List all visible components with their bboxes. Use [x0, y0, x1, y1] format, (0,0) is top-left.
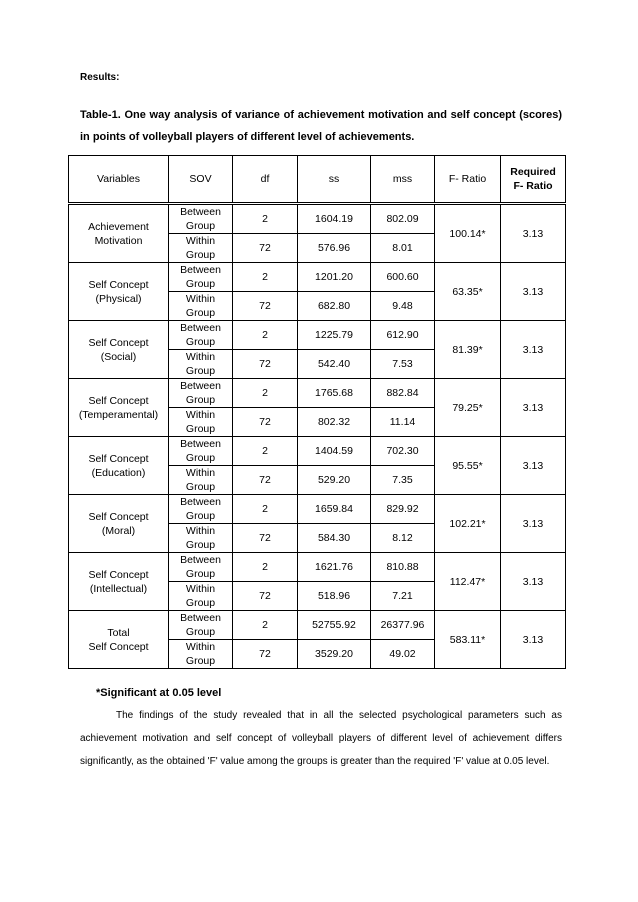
ss-cell: 529.20 — [298, 466, 371, 495]
mss-cell: 829.92 — [371, 495, 435, 524]
table-caption: Table-1. One way analysis of variance of achievement motivation and self concept (scores) in points of volleyball players of different level of achievements. — [80, 109, 562, 143]
sov-line2: Group — [185, 220, 216, 232]
findings-text: The findings of the study revealed that in all the selected psychological parameters such as achievement motivation and self concept of volleyball players of different level of achievement differs significantly, as the obtained 'F' value among the groups is greater than the required 'F' value at 0.05 level. — [80, 710, 562, 767]
sov-cell — [169, 350, 233, 379]
sov-cell — [169, 437, 233, 466]
ss-cell: 584.30 — [298, 524, 371, 553]
header-mss: mss — [371, 156, 435, 204]
ss-cell: 1225.79 — [298, 321, 371, 350]
variable-cell — [69, 263, 169, 321]
sov-line2: Group — [185, 307, 216, 319]
ss-cell: 1621.76 — [298, 553, 371, 582]
sov-line2: Group — [185, 278, 216, 290]
f-ratio-cell: 95.55* — [435, 437, 501, 495]
ss-cell: 802.32 — [298, 408, 371, 437]
variable-cell — [69, 204, 169, 263]
sov-cell — [169, 524, 233, 553]
df-cell: 2 — [233, 553, 298, 582]
required-f-ratio-cell: 3.13 — [501, 204, 566, 263]
df-cell: 2 — [233, 204, 298, 234]
variable-line2: (Social) — [100, 350, 137, 363]
df-cell: 2 — [233, 379, 298, 408]
ss-cell: 518.96 — [298, 582, 371, 611]
sov-line1: Within — [185, 467, 216, 479]
sov-line2: Group — [185, 249, 216, 261]
mss-cell: 600.60 — [371, 263, 435, 292]
sov-line1: Between — [180, 380, 221, 392]
mss-cell: 612.90 — [371, 321, 435, 350]
sov-cell — [169, 495, 233, 524]
table-row-between — [69, 553, 566, 582]
sov-line1: Between — [180, 438, 221, 450]
df-cell: 2 — [233, 611, 298, 640]
f-ratio-cell: 79.25* — [435, 379, 501, 437]
variable-line2: (Intellectual) — [89, 582, 148, 595]
variable-line1: Self Concept — [88, 510, 149, 523]
variable-line1: Achievement — [88, 220, 149, 233]
df-cell: 72 — [233, 466, 298, 495]
df-cell: 2 — [233, 437, 298, 466]
sov-cell — [169, 321, 233, 350]
required-f-ratio-cell: 3.13 — [501, 437, 566, 495]
sov-cell — [169, 408, 233, 437]
header-ss: ss — [298, 156, 371, 204]
df-cell: 72 — [233, 524, 298, 553]
sov-line2: Group — [185, 481, 216, 493]
sov-cell — [169, 263, 233, 292]
sov-cell — [169, 582, 233, 611]
variable-line2: Self Concept — [88, 640, 149, 653]
mss-cell: 882.84 — [371, 379, 435, 408]
header-sov: SOV — [169, 156, 233, 204]
sov-line1: Between — [180, 264, 221, 276]
variable-line2: (Education) — [91, 466, 146, 479]
variable-line1: Self Concept — [88, 452, 149, 465]
header-f-ratio: F- Ratio — [435, 156, 501, 204]
sov-line1: Within — [185, 351, 216, 363]
df-cell: 2 — [233, 263, 298, 292]
mss-cell: 8.01 — [371, 234, 435, 263]
variable-line1: Self Concept — [88, 336, 149, 349]
results-heading: Results: — [80, 72, 120, 83]
ss-cell: 1765.68 — [298, 379, 371, 408]
table-row-between — [69, 321, 566, 350]
ss-cell: 542.40 — [298, 350, 371, 379]
variable-cell — [69, 379, 169, 437]
header-required-f-ratio — [501, 156, 566, 204]
anova-table — [68, 155, 566, 669]
sov-line1: Between — [180, 206, 221, 218]
sov-line2: Group — [185, 568, 216, 580]
sov-cell — [169, 204, 233, 234]
required-f-ratio-cell: 3.13 — [501, 495, 566, 553]
variable-line1: Self Concept — [88, 394, 149, 407]
mss-cell: 49.02 — [371, 640, 435, 669]
sov-line1: Between — [180, 496, 221, 508]
f-ratio-cell: 112.47* — [435, 553, 501, 611]
required-f-ratio-cell: 3.13 — [501, 379, 566, 437]
df-cell: 72 — [233, 234, 298, 263]
f-ratio-cell: 63.35* — [435, 263, 501, 321]
variable-cell — [69, 495, 169, 553]
sov-line1: Between — [180, 612, 221, 624]
sov-line2: Group — [185, 336, 216, 348]
df-cell: 72 — [233, 350, 298, 379]
mss-cell: 11.14 — [371, 408, 435, 437]
sov-line2: Group — [185, 626, 216, 638]
sov-line1: Between — [180, 554, 221, 566]
table-row-between — [69, 204, 566, 234]
variable-cell — [69, 437, 169, 495]
sov-line1: Within — [185, 235, 216, 247]
mss-cell: 802.09 — [371, 204, 435, 234]
f-ratio-cell: 583.11* — [435, 611, 501, 669]
variable-cell — [69, 321, 169, 379]
required-f-ratio-cell: 3.13 — [501, 553, 566, 611]
required-f-ratio-cell: 3.13 — [501, 263, 566, 321]
sov-line1: Within — [185, 409, 216, 421]
variable-line2: (Moral) — [101, 524, 136, 537]
variable-line2: (Physical) — [95, 292, 142, 305]
sov-line1: Within — [185, 525, 216, 537]
df-cell: 72 — [233, 640, 298, 669]
sov-line1: Within — [185, 641, 216, 653]
ss-cell: 1201.20 — [298, 263, 371, 292]
variable-line1: Total — [107, 626, 130, 639]
f-ratio-cell: 81.39* — [435, 321, 501, 379]
sov-line1: Within — [185, 583, 216, 595]
sov-cell — [169, 379, 233, 408]
header-required-line1: Required — [510, 166, 556, 178]
variable-cell — [69, 553, 169, 611]
mss-cell: 7.21 — [371, 582, 435, 611]
header-required-line2: F- Ratio — [513, 180, 553, 192]
header-variables: Variables — [69, 156, 169, 204]
variable-line1: Self Concept — [88, 568, 149, 581]
f-ratio-cell: 102.21* — [435, 495, 501, 553]
header-df: df — [233, 156, 298, 204]
significance-note: *Significant at 0.05 level — [96, 687, 222, 699]
df-cell: 2 — [233, 495, 298, 524]
ss-cell: 52755.92 — [298, 611, 371, 640]
sov-line2: Group — [185, 452, 216, 464]
table-row-between — [69, 611, 566, 640]
df-cell: 72 — [233, 582, 298, 611]
variable-line2: Motivation — [94, 234, 143, 247]
df-cell: 72 — [233, 292, 298, 321]
ss-cell: 1659.84 — [298, 495, 371, 524]
df-cell: 2 — [233, 321, 298, 350]
sov-cell — [169, 553, 233, 582]
findings-paragraph — [80, 704, 562, 773]
sov-line2: Group — [185, 423, 216, 435]
table-header-row — [69, 156, 566, 204]
mss-cell: 7.53 — [371, 350, 435, 379]
f-ratio-cell: 100.14* — [435, 204, 501, 263]
sov-cell — [169, 466, 233, 495]
variable-line1: Self Concept — [88, 278, 149, 291]
table-row-between — [69, 379, 566, 408]
sov-cell — [169, 292, 233, 321]
df-cell: 72 — [233, 408, 298, 437]
sov-line2: Group — [185, 394, 216, 406]
ss-cell: 1404.59 — [298, 437, 371, 466]
sov-line2: Group — [185, 597, 216, 609]
sov-cell — [169, 611, 233, 640]
mss-cell: 9.48 — [371, 292, 435, 321]
mss-cell: 7.35 — [371, 466, 435, 495]
table-row-between — [69, 437, 566, 466]
sov-line2: Group — [185, 655, 216, 667]
ss-cell: 1604.19 — [298, 204, 371, 234]
sov-line1: Within — [185, 293, 216, 305]
variable-line2: (Temperamental) — [78, 408, 159, 421]
variable-cell — [69, 611, 169, 669]
required-f-ratio-cell: 3.13 — [501, 611, 566, 669]
sov-line2: Group — [185, 510, 216, 522]
table-row-between — [69, 263, 566, 292]
mss-cell: 810.88 — [371, 553, 435, 582]
ss-cell: 576.96 — [298, 234, 371, 263]
ss-cell: 3529.20 — [298, 640, 371, 669]
ss-cell: 682.80 — [298, 292, 371, 321]
sov-cell — [169, 640, 233, 669]
mss-cell: 8.12 — [371, 524, 435, 553]
sov-line1: Between — [180, 322, 221, 334]
mss-cell: 702.30 — [371, 437, 435, 466]
mss-cell: 26377.96 — [371, 611, 435, 640]
required-f-ratio-cell: 3.13 — [501, 321, 566, 379]
sov-cell — [169, 234, 233, 263]
sov-line2: Group — [185, 539, 216, 551]
table-row-between — [69, 495, 566, 524]
sov-line2: Group — [185, 365, 216, 377]
